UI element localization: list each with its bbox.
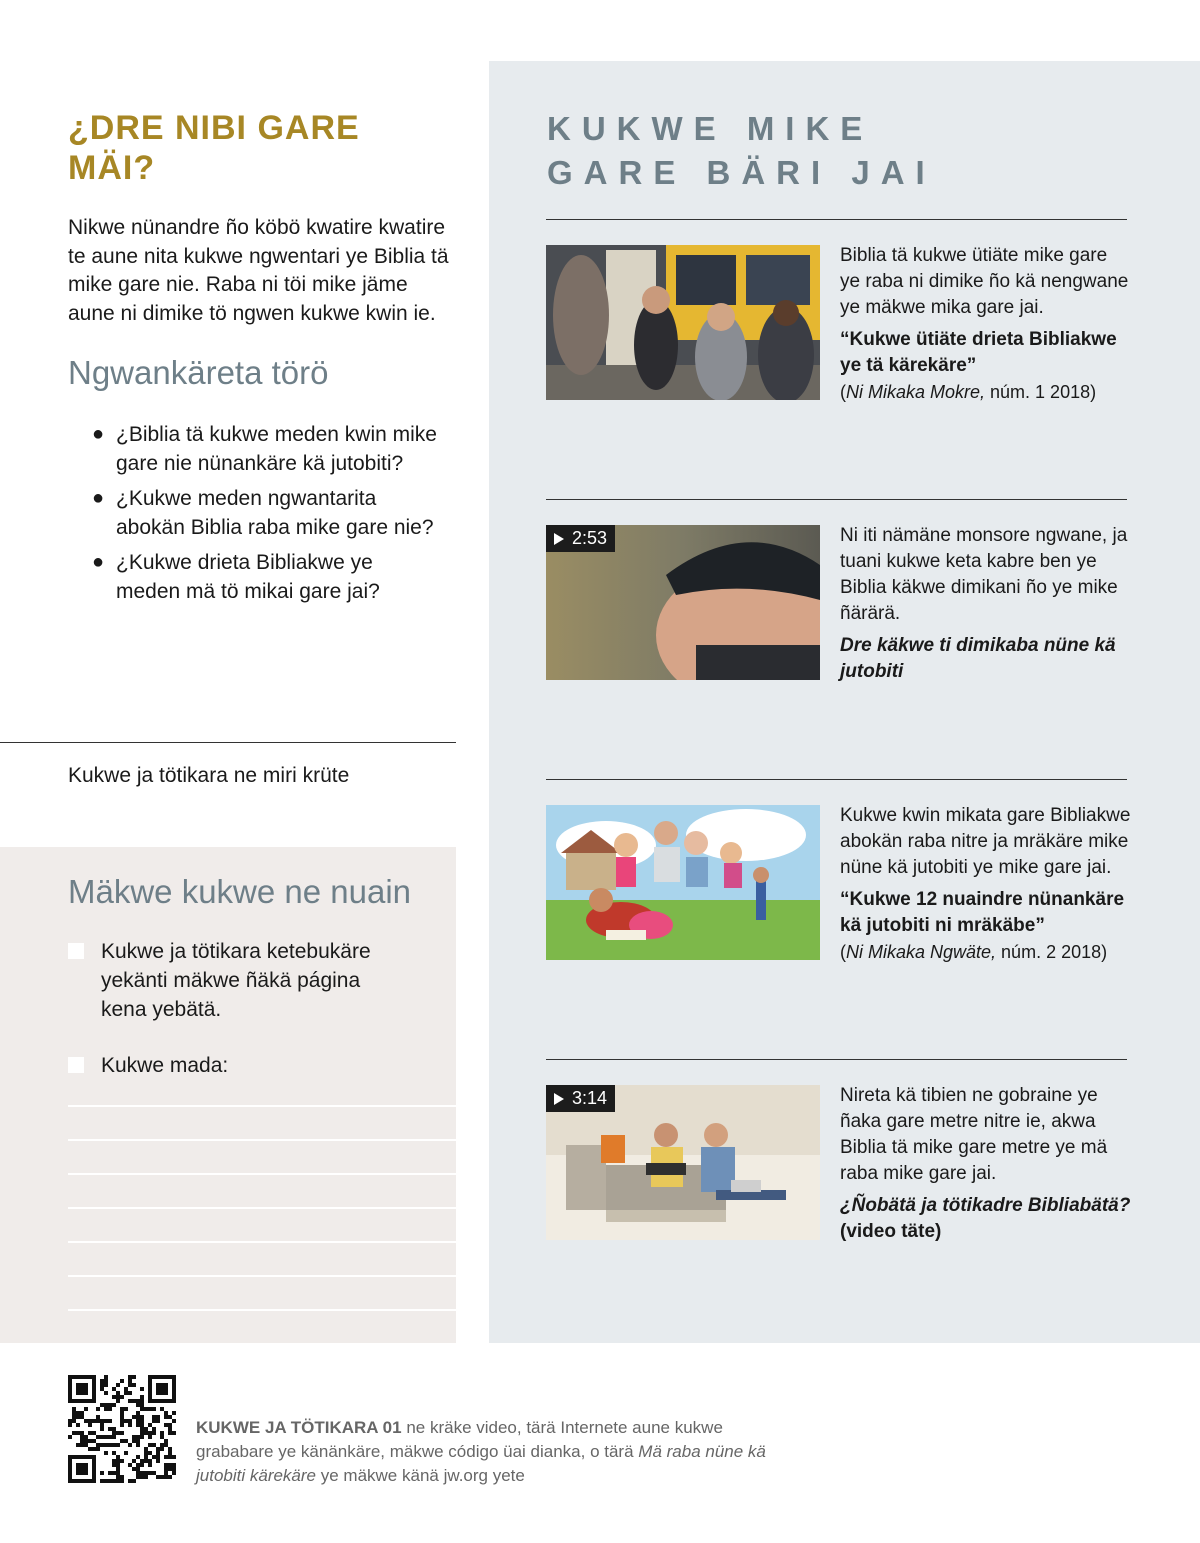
write-in-lines[interactable] [68, 1105, 456, 1343]
bullet-icon: ● [92, 423, 105, 445]
bullet-icon: ● [92, 551, 105, 573]
footer-text-part2: ye mäkwe känä jw.org yete [316, 1466, 525, 1485]
checklist-item-other[interactable] [68, 1051, 411, 1080]
write-line[interactable] [68, 1173, 456, 1175]
card-link-title[interactable]: “Kukwe 12 nuaindre nünankäre kä jutobiti ni mräkäbe” [840, 889, 1125, 936]
thumbnail-man-in-cap[interactable] [546, 525, 820, 680]
source-issue: núm. 1 2018) [985, 382, 1097, 402]
video-duration: 3:14 [572, 1088, 608, 1108]
card-description: Ni iti nämäne monsore ngwane, ja tuani kukwe keta kabre ben ye Biblia käkwe dimikani ño ye mike ñärärä. [840, 525, 1128, 624]
video-duration-badge [546, 525, 615, 552]
card-source [840, 939, 1132, 965]
card-link-title[interactable] [840, 633, 1132, 685]
thumbnail-couple-reading[interactable] [546, 1085, 820, 1240]
resource-card-article-2[interactable] [546, 779, 1131, 962]
source-paren: ( [840, 382, 846, 402]
write-line[interactable] [68, 1207, 456, 1209]
card-divider [546, 779, 1127, 780]
checklist-label: Kukwe mada: [101, 1054, 229, 1077]
card-divider [546, 1059, 1127, 1060]
card-description: Kukwe kwin mikata gare Bibliakwe abokän raba nitre ja mräkäre mike nüne kä jutobiti ye mike gare jai. [840, 805, 1131, 878]
more-info-title [547, 107, 936, 195]
card-text [840, 523, 1132, 685]
card-source [840, 379, 1132, 405]
divider [0, 742, 456, 743]
footer-brochure-title: Mä raba nüne kä jutobiti kärekäre [196, 1442, 766, 1485]
footer-text-part1: ne kräke video, tärä Internete aune kukwe grababare ye känänkäre, mäkwe código üai dianka, o tärä [196, 1418, 723, 1461]
card-text [840, 1083, 1132, 1245]
play-icon [554, 533, 564, 545]
write-line[interactable] [68, 1241, 456, 1243]
more-info-title-line2: GARE BÄRI JAI [547, 154, 936, 191]
questions-title: Ngwankäreta törö [68, 354, 329, 391]
play-icon [554, 1093, 564, 1105]
intro-section [68, 108, 456, 328]
train-station-image [546, 245, 820, 400]
card-link-suffix: (video täte) [840, 1221, 942, 1242]
read-next-text: Kukwe ja tötikara ne miri krüte [68, 764, 350, 787]
question-text: ¿Biblia tä kukwe meden kwin mike gare nie nünankäre kä jutobiti? [116, 423, 437, 475]
card-description: Biblia tä kukwe ütiäte mike gare ye raba ni dimike ño kä nengwane ye mäkwe mika gare jai. [840, 245, 1129, 318]
resource-card-article-1[interactable] [546, 219, 1129, 402]
more-info-column [489, 61, 1200, 1343]
action-title: Mäkwe kukwe ne nuain [68, 873, 412, 910]
left-column [0, 0, 456, 1343]
card-description: Nireta kä tibien ne gobraine ye ñaka gare metre nitre ie, akwa Biblia tä mike gare metre ye mä raba mike gare jai. [840, 1085, 1108, 1184]
source-issue: núm. 2 2018) [996, 942, 1108, 962]
intro-text: Nikwe nünandre ño köbö kwatire kwatire te aune nita kukwe ngwentari ye Biblia tä mike gare nie. Raba ni töi mike jäme aune ni dimike tö ngwen kukwe kwin ie. [68, 216, 449, 325]
checkbox-icon[interactable] [68, 943, 84, 959]
card-divider [546, 499, 1127, 500]
card-text [840, 243, 1132, 405]
footer-text [196, 1416, 796, 1488]
card-text [840, 803, 1132, 965]
question-item [92, 484, 442, 542]
more-info-title-line1: KUKWE MIKE [547, 110, 874, 147]
card-link-title[interactable]: “Kukwe ütiäte drieta Bibliakwe ye tä kärekäre” [840, 329, 1117, 376]
card-link-text[interactable]: ¿Ñobätä ja tötikadre Bibliabätä? [840, 1195, 1131, 1216]
write-line[interactable] [68, 1309, 456, 1311]
resource-card-video-1[interactable] [546, 499, 1128, 682]
source-title: Ni Mikaka Ngwäte, [846, 942, 997, 962]
write-line[interactable] [68, 1139, 456, 1141]
checkbox-icon[interactable] [68, 1057, 84, 1073]
card-link-text[interactable]: Dre käkwe ti dimikaba nüne kä jutobiti [840, 635, 1116, 682]
question-text: ¿Kukwe drieta Bibliakwe ye meden mä tö mikai gare jai? [116, 551, 380, 603]
write-line[interactable] [68, 1105, 456, 1107]
qr-code-icon[interactable] [68, 1375, 176, 1483]
question-item [92, 548, 442, 606]
action-box [0, 847, 456, 1343]
source-title: Ni Mikaka Mokre, [846, 382, 986, 402]
questions-list [92, 420, 442, 612]
family-park-image [546, 805, 820, 960]
question-text: ¿Kukwe meden ngwantarita abokän Biblia raba mike gare nie? [116, 487, 434, 539]
resource-card-video-2[interactable] [546, 1059, 1131, 1242]
footer-code: KUKWE JA TÖTIKARA 01 [196, 1418, 402, 1437]
question-item [92, 420, 442, 478]
bullet-icon: ● [92, 487, 105, 509]
video-duration-badge [546, 1085, 615, 1112]
intro-title: ¿DRE NIBI GARE MÄI? [68, 109, 360, 187]
video-duration: 2:53 [572, 528, 608, 548]
thumbnail-family-park[interactable] [546, 805, 820, 960]
source-paren: ( [840, 942, 846, 962]
card-divider [546, 219, 1127, 220]
checklist-item-download[interactable] [68, 937, 411, 1024]
card-link-title[interactable] [840, 1193, 1132, 1245]
thumbnail-train-station[interactable] [546, 245, 820, 400]
write-line[interactable] [68, 1275, 456, 1277]
checklist-label: Kukwe ja tötikara ketebukäre yekänti mäkwe ñäkä página kena yebätä. [101, 940, 371, 1021]
